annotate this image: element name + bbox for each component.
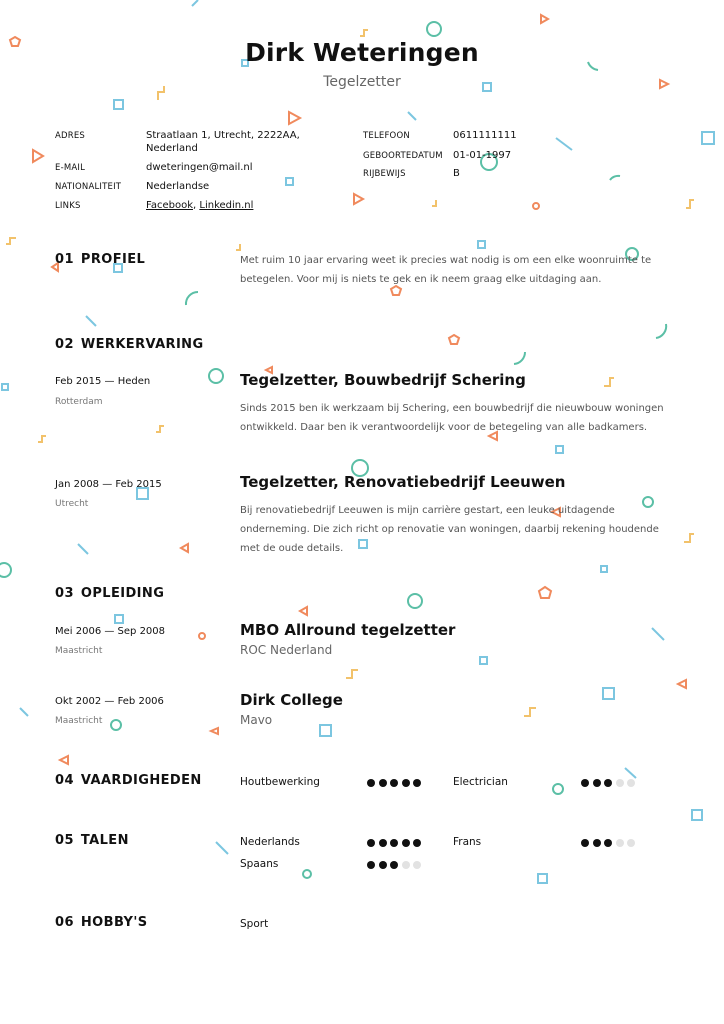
- language-rating: [367, 861, 421, 869]
- rating-dot-empty: [627, 779, 635, 787]
- rating-dot-empty: [616, 839, 624, 847]
- education-school: ROC Nederland: [240, 643, 333, 657]
- language-rating: [581, 839, 635, 847]
- hobby-item: Sport: [240, 918, 269, 930]
- experience-dates: Feb 2015 — Heden: [55, 376, 151, 387]
- rating-dot-filled: [379, 779, 387, 787]
- email-value: dweteringen@mail.nl: [146, 162, 253, 173]
- rating-dot-filled: [390, 861, 398, 869]
- education-location: Maastricht: [55, 646, 103, 656]
- rating-dot-filled: [390, 779, 398, 787]
- address-line-2: Nederland: [146, 143, 198, 154]
- section-number: 01: [55, 252, 74, 267]
- rating-dot-filled: [402, 839, 410, 847]
- linkedin-link[interactable]: Linkedin.nl: [199, 200, 254, 211]
- rating-dot-filled: [367, 861, 375, 869]
- phone-label: TELEFOON: [363, 131, 410, 141]
- facebook-link[interactable]: Facebook: [146, 200, 193, 211]
- links-label: LINKS: [55, 201, 81, 211]
- rating-dot-filled: [390, 839, 398, 847]
- language-name: Frans: [453, 836, 482, 848]
- section-number: 05: [55, 833, 74, 848]
- section-title-education: [55, 586, 164, 601]
- link-separator: ,: [193, 200, 197, 211]
- address-value: [146, 129, 300, 155]
- rating-dot-filled: [413, 839, 421, 847]
- section-title-languages: [55, 833, 129, 848]
- address-label: ADRES: [55, 131, 86, 141]
- education-title: MBO Allround tegelzetter: [240, 621, 456, 639]
- rating-dot-filled: [413, 779, 421, 787]
- education-dates: Okt 2002 — Feb 2006: [55, 696, 164, 707]
- rating-dot-filled: [581, 839, 589, 847]
- language-name: Nederlands: [240, 836, 300, 848]
- language-name: Spaans: [240, 858, 279, 870]
- birthdate-value: 01-01-1997: [453, 150, 512, 161]
- section-label: WERKERVARING: [80, 337, 204, 352]
- experience-description: Bij renovatiebedrijf Leeuwen is mijn carrière gestart, een leuke uitdagende onderneming. Die zich richt op renovatie van woningen, daarbij rekening houdende met de oude details.: [240, 505, 659, 554]
- address-line-1: Straatlaan 1, Utrecht, 2222AA,: [146, 130, 300, 141]
- rating-dot-filled: [593, 779, 601, 787]
- nationality-label: NATIONALITEIT: [55, 182, 122, 192]
- section-title-experience: [55, 337, 204, 352]
- candidate-name: Dirk Weteringen: [245, 38, 479, 67]
- rating-dot-filled: [367, 839, 375, 847]
- candidate-role: Tegelzetter: [323, 74, 401, 90]
- rating-dot-filled: [581, 779, 589, 787]
- rating-dot-empty: [616, 779, 624, 787]
- nationality-value: Nederlandse: [146, 181, 210, 192]
- skill-name: Electrician: [453, 776, 508, 788]
- education-title: Dirk College: [240, 691, 343, 709]
- section-number: 04: [55, 773, 74, 788]
- experience-location: Utrecht: [55, 499, 89, 509]
- profile-text: Met ruim 10 jaar ervaring weet ik precies wat nodig is om een elke woonruimte te betegelen. Voor mij is niets te gek en ik neem graag elke uitdaging aan.: [240, 255, 652, 285]
- skill-rating: [367, 779, 421, 787]
- section-label: TALEN: [80, 833, 129, 848]
- license-value: B: [453, 168, 460, 179]
- rating-dot-empty: [627, 839, 635, 847]
- language-rating: [367, 839, 421, 847]
- education-school: Mavo: [240, 713, 273, 727]
- rating-dot-filled: [379, 861, 387, 869]
- section-title-profile: [55, 252, 145, 267]
- section-title-hobbies: [55, 915, 148, 930]
- experience-description: Sinds 2015 ben ik werkzaam bij Schering, een bouwbedrijf die nieuwbouw woningen ontwikkeld. Daar ben ik verantwoordelijk voor de betegeling van alle badkamers.: [240, 403, 664, 433]
- section-label: HOBBY'S: [80, 915, 148, 930]
- rating-dot-filled: [367, 779, 375, 787]
- experience-title: Tegelzetter, Bouwbedrijf Schering: [240, 371, 526, 389]
- rating-dot-filled: [604, 779, 612, 787]
- license-label: RIJBEWIJS: [363, 169, 406, 179]
- rating-dot-empty: [413, 861, 421, 869]
- email-label: E-MAIL: [55, 163, 86, 173]
- education-dates: Mei 2006 — Sep 2008: [55, 626, 166, 637]
- links-value: [146, 199, 253, 212]
- rating-dot-filled: [593, 839, 601, 847]
- section-label: PROFIEL: [80, 252, 146, 267]
- section-number: 06: [55, 915, 74, 930]
- experience-title: Tegelzetter, Renovatiebedrijf Leeuwen: [240, 473, 566, 491]
- section-number: 02: [55, 337, 74, 352]
- section-title-skills: [55, 773, 202, 788]
- education-location: Maastricht: [55, 716, 103, 726]
- experience-location: Rotterdam: [55, 397, 103, 407]
- section-label: OPLEIDING: [80, 586, 165, 601]
- skill-rating: [581, 779, 635, 787]
- skill-name: Houtbewerking: [240, 776, 320, 788]
- rating-dot-filled: [402, 779, 410, 787]
- section-number: 03: [55, 586, 74, 601]
- rating-dot-filled: [379, 839, 387, 847]
- experience-dates: Jan 2008 — Feb 2015: [55, 479, 162, 490]
- phone-value: 0611111111: [453, 130, 517, 141]
- rating-dot-filled: [604, 839, 612, 847]
- section-label: VAARDIGHEDEN: [80, 773, 202, 788]
- birthdate-label: GEBOORTEDATUM: [363, 151, 443, 161]
- rating-dot-empty: [402, 861, 410, 869]
